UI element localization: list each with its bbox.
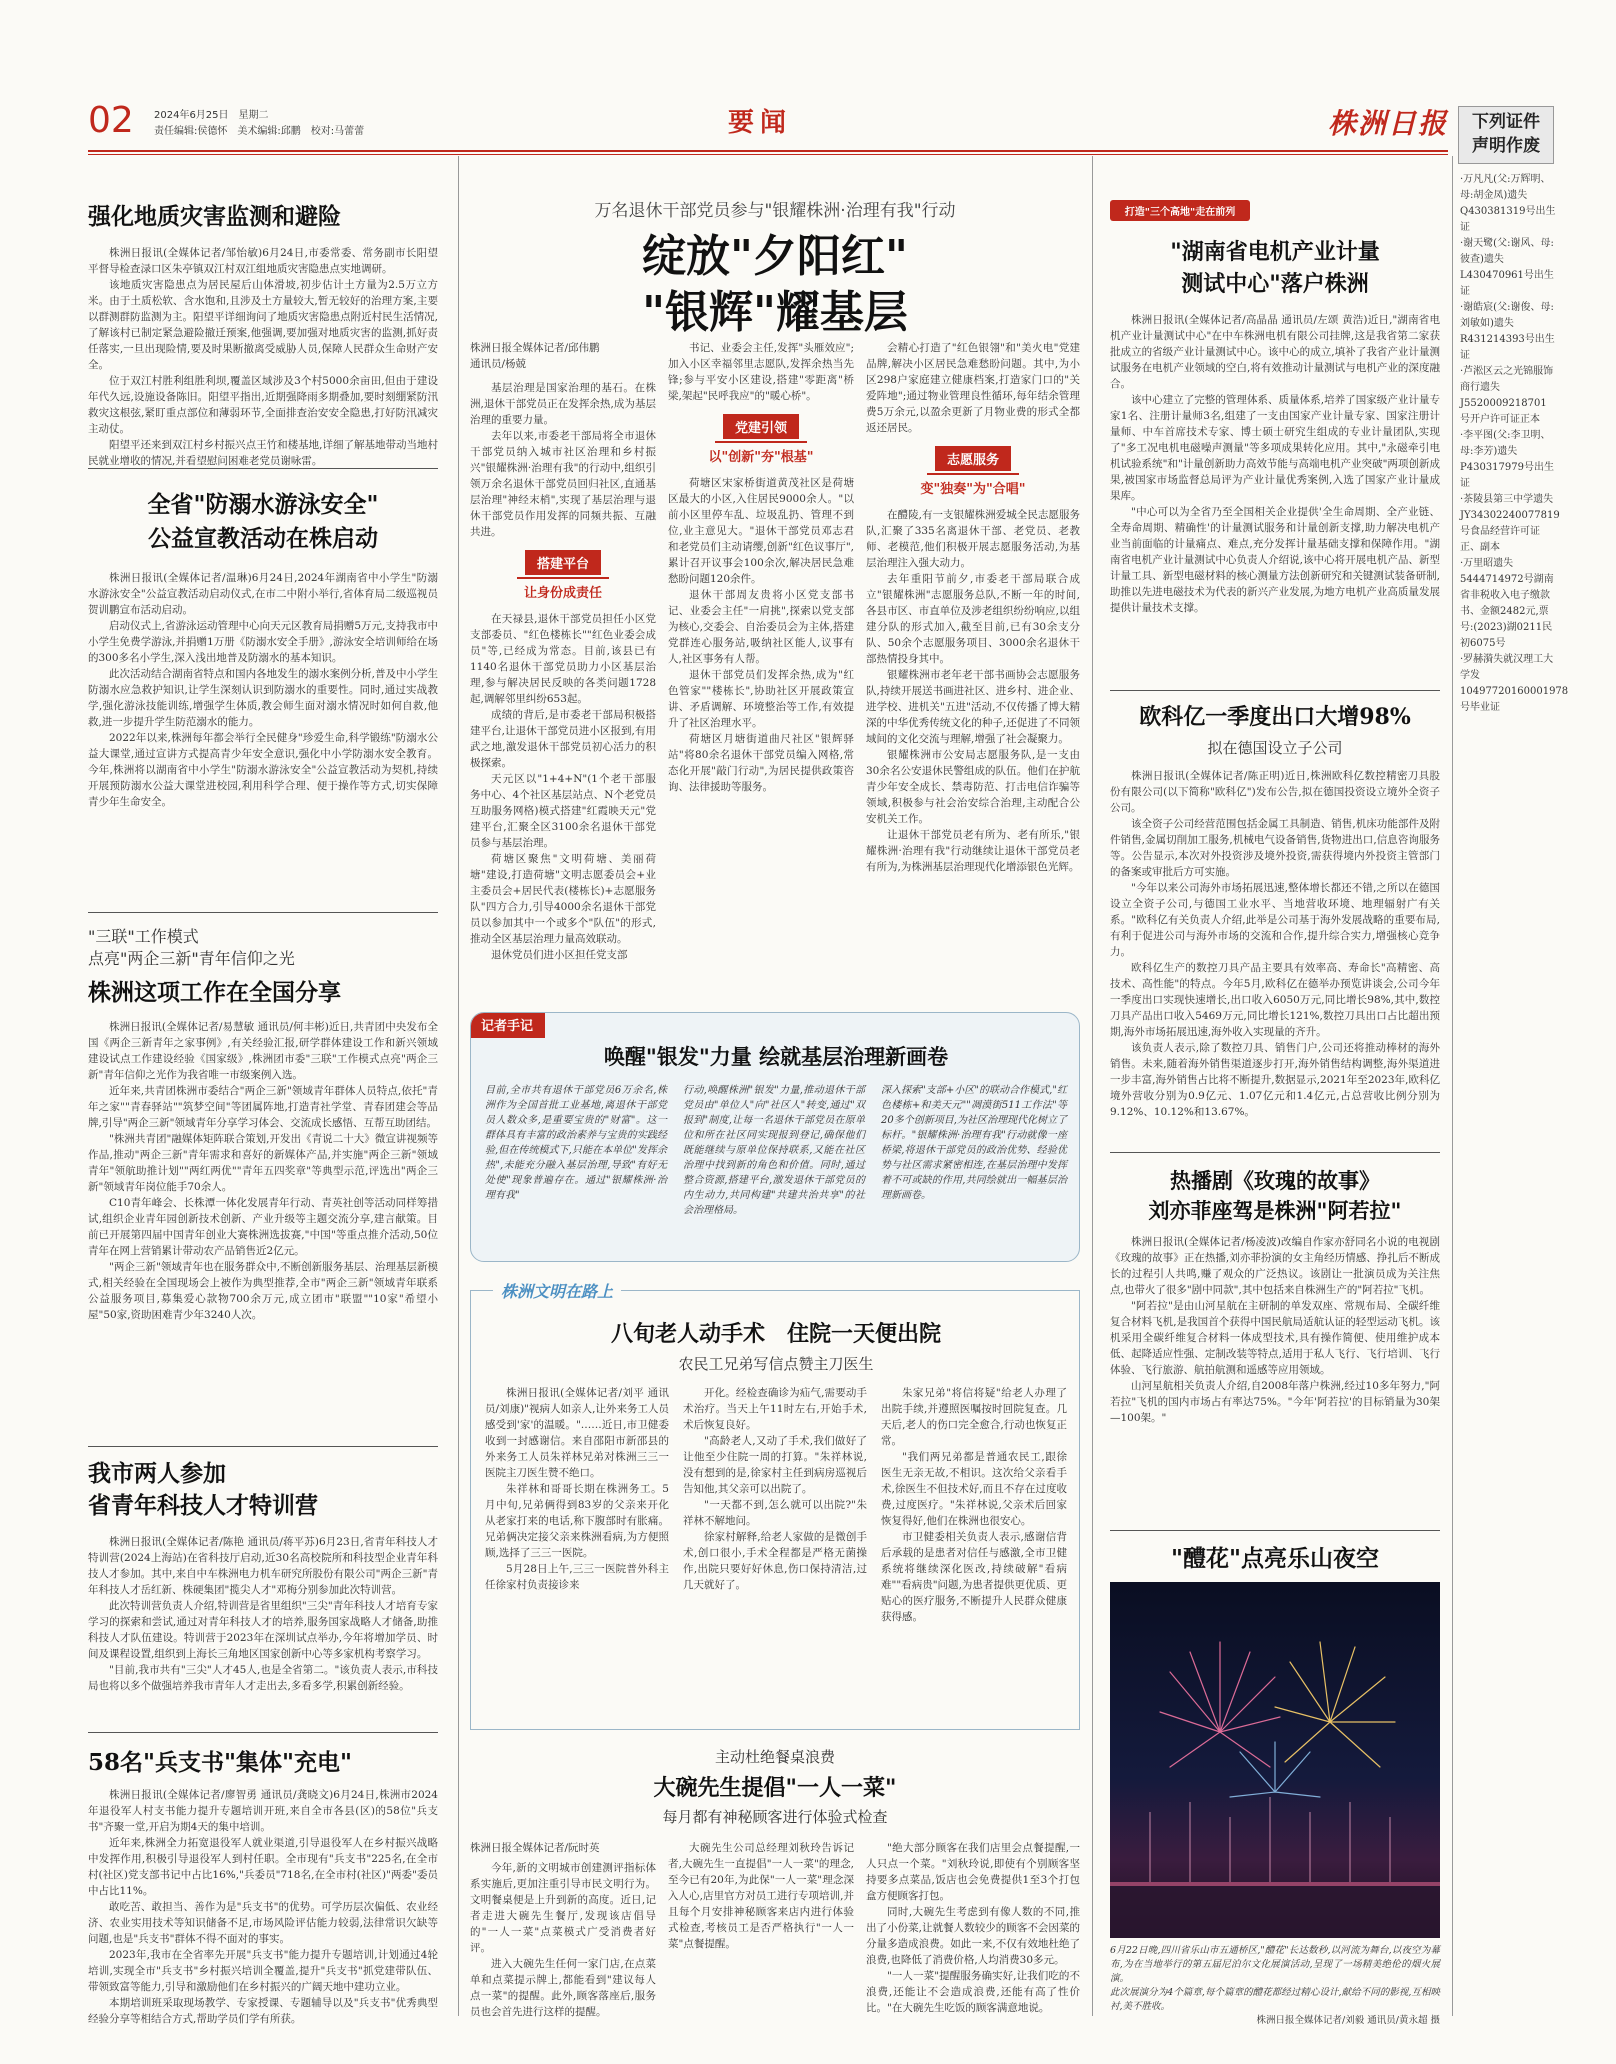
divider (1110, 1530, 1440, 1531)
article-body: 株洲日报讯(全媒体记者/陈正明)近日,株洲欧科亿数控精密刀具股份有限公司(以下简称"欧科亿")发布公告,拟在德国投资设立境外全资子公司。 该全资子公司经营范围包括金属工具制造、销售,机床功能部件及附件销售,金属切削加工服务,机械电气设备销售,货物进出口,信息咨询服务等。公告显示,本次对外投资涉及境外投资,需获得境内外投资主管部门的备案或审批后方可实施。 "今年以来公司海外市场拓展迅速,整体增长都还不错,之所以在德国设立全资子公司,与德国工业水平、当地营收环境、地理辐射广有关系。"欧科亿有关负责人介绍,此举是公司基于海外发展战略的重要布局,有利于促进公司与海外市场的交流和合作,提升综合实力,增强核心竞争力。 欧科亿生产的数控刀具产品主要具有效率高、寿命长"高精密、高技术、高性能"的特点。今年5月,欧科亿在德举办预览讲谈会,公司今年一季度出口实现快速增长,出口收入6050万元,同比增长98%,其中,数控刀具产品出口收入5469万元,同比增长121%,数控刀具出口占比超出预期,海外市场拓展迅速,海外收入实现量的齐升。 该负责人表示,除了数控刀具、销售门户,公司还将推动棒材的海外销售。未来,随着海外销售渠道逐步打开,海外销售结构调整,海外渠道进一步丰富,海外销售占比将不断提升,数据显示,2021年至2023年,欧科亿境外营收分别为0.9亿元、1.07亿元和1.4亿元,占总营收比例分别为9.12%、10.12%和13.67%。 (1110, 770, 1440, 1118)
article-body: 株洲日报讯(全媒体记者/易慧敏 通讯员/何丰彬)近日,共青团中央发布全国《两企三新青年之家事例》,有关经验汇报,研学群体建设工作和新兴领域建设试点工作建设经验《国家级》,株洲团市委"三联"工作模式点亮"两企三新"青年信仰之光作为我省唯一市级案例入选。 近年来,共青团株洲市委结合"两企三新"领域青年群体人员特点,依托"青年之家""青春驿站""筑梦空间"等团属阵地,打造青社学堂、青春团建会等品牌,引导"两企三新"领域青年分享学习体会、交流成长感悟、互帮互助团结。 "株洲共青团"融媒体矩阵联合策划,开发出《青说二十大》微宣讲视频等作品,推动"两企三新"青年需求和喜好的新媒体产品,并实施"两企三新"领域青年"领航助推计划""两红两优""青年五四奖章"等典型示范,评选出"两企三新"领域青年岗位能手70余人。 C10青年峰会、长株潭一体化发展青年行动、青英社创等活动同样筹措试,组织企业青年园创新技术创新、产业升级等主题交流分享,建言献策。目前已开展第四届中国青年创业大赛株洲选拔赛,"中国"等重点推介活动,50位青年在网上营销累计带动农产品销售近2亿元。 "两企三新"领域青年也在服务群众中,不断创新服务基层、治理基层新模式,相关经验在全国现场会上被作为典型推荐,全市"两企三新"领域青年联系公益服务项目,募集爱心款物700余万元,成立团市"联盟""10家"希望小屋"50家,资助困难青少年3240人次。 (88, 1021, 438, 1321)
article-okoy-export (1110, 700, 1440, 1120)
subtitle: 农民工兄弟写信点赞主刀医生 (678, 1355, 874, 1373)
editor-credits: 责任编辑:侯德怀 美术编辑:邱鹏 校对:马蕾蕾 (154, 126, 365, 137)
subtitle: 拟在德国设立子公司 (1207, 739, 1343, 757)
article-body: 株洲日报讯(全媒体记者/陈艳 通讯员/蒋平苏)6月23日,省青年科技人才特训营(2024上海站)在省科技厅启动,近30名高校院所和科技型企业青年科技人才参加。其中,来自中车株洲电力机车研究所股份有限公司"两企三新"青年科技人才岳红新、株硬集团"揽尖人才"邓梅分别参加此次特训营。 此次特训营负责人介绍,特训营是省里组织"三尖"青年科技人才培育专家学习的探索和尝试,通过对青年科技人才的培养,服务国家战略人才储备,助推科技人才队伍建设。特训营于2023年在深圳试点举办,今年将增加学员、时间及课程设置,组织到上海长三角地区国家创新中心等多家机构考察学习。 "目前,我市共有"三尖"人才45人,也是全省第二。"该负责人表示,市科技局也将以多个做强培养我市青年人才走出去,多看多学,积累创新经验。 (88, 1536, 438, 1692)
article-swim-safety (88, 488, 438, 810)
fireworks-image (1110, 1582, 1440, 1938)
article-veteran-secretaries (88, 1744, 438, 2027)
headline: "湖南省电机产业计量 测试中心"落户株洲 (1170, 239, 1380, 297)
headline: 株洲这项工作在全国分享 (88, 979, 341, 1006)
notes-col-3: 深入探索"支部+小区"的联动合作模式,"红色楼栋+和美天元""凋漠街511工作法"等20多个创新项目,为社区治理现代化树立了标杆。"银耀株洲·治理有我"行动就像一座桥梁,将退休干部党员的政治优势、经验优势与社区需求紧密相连,在基层治理中发挥着不可或缺的作用,共同绘就出一幅基层治理新画卷。 (881, 1085, 1067, 1201)
fireworks-photo (1110, 1582, 1440, 1938)
civility-badge: 株洲文明在路上 (493, 1279, 621, 1302)
bowl-col-2: 大碗先生公司总经理刘秋玲告诉记者,大碗先生一直提倡"一人一菜"的理念,至今已有20年,为此保"一人一菜"理念深入人心,店里官方对员工进行专项培训,并且每个月安排神秘顾客来店内进行体验式检查,考核员工是否严格执行"一人一菜"点餐提醒。 (668, 1842, 854, 1950)
notes-col-1: 目前,全市共有退休干部党员6万余名,株洲作为全国首批工业基地,离退休干部党员人数众多,是重要宝贵的"财富"。这一群体具有丰富的政治素养与宝贵的实践经验,但在传统模式下,只能在本单位"发挥余热",未能充分融入基层治理,导致"有好无处使"现象普遍存在。通过"银耀株洲·治理有我" (485, 1085, 667, 1201)
section-name: 要闻 (728, 108, 793, 138)
headline: 欧科亿一季度出口大增98% (1139, 704, 1411, 730)
lead-column-3: 会精心打造了"红色银翎"和"美火电"党建品牌,解决小区居民急难愁盼问题。其中,为小区298户家庭建立健康档案,打造家门口的"关爱阵地";通过物业管理良性循环,每年结余管理费5万余元,以盈余更新了月物业费的形式全都返还居民。 志愿服务 变"独奏"为"合唱" 在醴陵,有一支银耀株洲爱城全民志愿服务队,汇聚了335名离退休干部、老党员、老教师、老模范,他们积极开展志愿服务活动,为基层治理注入强大动力。 去年重阳节前夕,市委老干部局联合成立"银耀株洲"志愿服务总队,不断一年的时间,各县市区、市直单位及涉老组织纷纷响应,以组建分队的形式加入,截至目前,已有30余支分队、50余个志愿服务项目、3000余名退休干部热情投身其中。 银耀株洲市老年老干部书画协会志愿服务队,持续开展送书画进社区、进乡村、进企业、进学校、进机关"五进"活动,不仅传播了博大精深的中华优秀传统文化的种子,还促进了不同领域间的文化交流与理解,增强了社会凝聚力。 银耀株洲市公安局志愿服务队,是一支由30余名公安退休民警组成的队伍。他们在护航青少年安全成长、禁毒防范、打击电信诈骗等领域,积极参与社会治安综合治理,主动配合公安机关工作。 让退休干部党员老有所为、老有所乐,"银耀株洲·治理有我"行动继续让退休干部党员老有所为,为株洲基层治理现代化增添银色光辉。 (866, 342, 1080, 873)
divider (88, 912, 438, 913)
divider (88, 468, 438, 469)
headline: "醴花"点亮乐山夜空 (1171, 1545, 1379, 1572)
col-divider-notices (1452, 156, 1453, 2016)
subhead-tag: 志愿服务 变"独奏"为"合唱" (866, 446, 1080, 497)
headline: 强化地质灾害监测和避险 (88, 203, 341, 230)
article-body: 株洲日报讯(全媒体记者/温琳)6月24日,2024年湖南省中小学生"防溺水游泳安全"公益宣教活动启动仪式,在市二中附小举行,省体育局二级巡视员贺训鹏宣布活动启动。 启动仪式上,省游泳运动管理中心向天元区教育局捐赠5万元,支持我市中小学生免费学游泳,并捐赠1万册《防溺水安全手册》,游泳安全培训师给在场的300多名小学生,深入浅出地普及防溺水的基本知识。 此次活动结合湖南省特点和国内各地发生的溺水案例分析,普及中小学生防溺水应急救护知识,让学生深刻认识到防溺水的重要性。同时,通过实战教学,强化游泳技能训练,增强学生体质,教会师生面对溺水情况时如何自救,他救,进一步提升学生防范溺水的能力。 2022年以来,株洲每年都会举行全民健身"珍爱生命,科学锻练"防溺水公益大课堂,通过宣讲方式提高青少年安全意识,强化中小学防溺水安全教育。今年,株洲将以湖南省中小学生"防溺水游泳安全"公益宣教活动为契机,持续开展预防溺水公益大课堂进校园,利用科学合理、便于操作等方式,切实保障青少年生命安全。 (88, 572, 438, 808)
headline: 热播剧《玫瑰的故事》 刘亦菲座驾是株洲"阿若拉" (1148, 1168, 1402, 1223)
headline: 大碗先生提倡"一人一菜" (653, 1775, 897, 1801)
lead-column-1: 株洲日报全媒体记者/邱伟鹏 通讯员/杨兢 基层治理是国家治理的基石。在株洲,退休干部党员正在发挥余热,成为基层治理的重要力量。 去年以来,市委老干部局将全市退休干部党员纳入城市社区治理和乡村振兴"银耀株洲·治理有我"的行动中,组织引领万余名退休干部党员回归社区,直通基层治理"神经末梢",实现了基层治理与退休干部党员作用发挥的同频共振、互融共进。 搭建平台 让身份成责任 在天禄县,退休干部党员担任小区党支部委员、"红色楼栋长""红色业委会成员"等,已经成为常态。目前,该县已有1140名退休干部党员助力小区基层治理,参与解决居民反映的各类问题1728起,调解邻里纠纷653起。 成绩的背后,是市委老干部局积极搭建平台,让退休干部党员进小区报到,有用武之地,激发退休干部党员初心活力的积极探索。 天元区以"1+4+N"(1个老干部服务中心、4个社区基层站点、N个老党员互助服务网格)模式搭建"红霞映天元"党建平台,汇聚全区3100余名退休干部党员参与基层治理。 荷塘区聚焦"文明荷塘、美丽荷塘"建设,打造荷塘"文明志愿委员会+业主委员会+居民代表(楼栋长)+志愿服务队"四方合力,引导4000余名退休干部党员以参加其中一个或多个"队伍"的形式,推动全区基层治理力量高效联动。 退休党员们进小区担任党支部 (470, 342, 656, 961)
article-fireworks (1110, 1540, 1440, 1573)
notes-tag: 记者手记 (470, 1012, 545, 1038)
fireworks-caption: 6月22日晚,四川省乐山市五通桥区,"醴花"长达数秒,以河流为舞台,以夜空为幕布,为在当地举行的第五届尼泊尔文化展演活动,呈现了一场精美绝伦的烟火展演。 此次展演分为4个篇章,每个篇章的醴花都经过精心设计,献给不同的影视,互相映衬,美不胜收。 株洲日报全媒体记者/刘毅 通讯员/黄永超 摄 (1110, 1945, 1440, 2026)
bowl-col-3: "绝大部分顾客在我们店里会点餐提醒,一人只点一个菜。"刘秋玲说,即使有个别顾客坚持要多点菜品,饭店也会免费提供1至3个打包盒方便顾客打包。 同时,大碗先生考虑到有像人数的不同,推出了小份菜,让就餐人数较少的顾客不会因菜的分量多造成浪费。如此一来,不仅有效地杜绝了浪费,也降低了消费价格,人均消费30多元。 "一人一菜"提醒服务确实好,让我们吃的不浪费,还能让不会造成浪费,还能有高了性价比。"在大碗先生吃饭的顾客满意地说。 (866, 1842, 1080, 2014)
page-number: 02 (88, 100, 134, 141)
article-tv-drama (1110, 1166, 1440, 1426)
article-body: 株洲日报讯(全媒体记者/邹怡敏)6月24日,市委常委、常务副市长阳望平督导检查渌口区朱亭镇双江村双江组地质灾害隐患点实地调研。 该地质灾害隐患点为居民屋后山体滑坡,初步估计土方量为2.5万立方米。由于土质松软、含水饱和,且涉及土方量较大,暂无较好的治理方案,主要以群测群防监测为主。阳望平详细询问了地质灾害隐患点附近村民生活情况,了解该村已制定紧急避险撤迁预案,他强调,要加强对地质灾害的监测,抓好责任落实,一旦出现险情,要及时果断撤离受威胁人员,保障人民群众生命财产安全。 位于双江村胜利组胜利坝,覆盖区域涉及3个村5000余亩田,但由于建设年代久远,设施设备陈旧。阳望平指出,近期强降雨多期叠加,要时刻绷紧防汛救灾这根弦,紧盯重点部位和薄弱环节,全面排查治安安全隐患,打好防汛减灾主动仗。 阳望平还来到双江村乡村振兴点王竹和楼基地,详细了解基地带动当地村民就业增收的情况,并看望慰问困难老党员谢咏雷。 (88, 247, 438, 467)
col-divider-right (1092, 156, 1093, 2016)
lead-title-2: "银辉"耀基层 (642, 287, 908, 338)
badge-three-highlands: 打造"三个高地"走在前列 (1110, 200, 1250, 221)
lead-story (470, 196, 1080, 341)
headline: 我市两人参加 省青年科技人才特训营 (88, 1460, 318, 1519)
col-divider-left (458, 156, 459, 2016)
article-tech-camp (88, 1458, 438, 1694)
headline: 八旬老人动手术 住院一天便出院 (610, 1321, 941, 1347)
bowl-story (470, 1746, 1080, 1827)
header-rule (88, 150, 1448, 152)
header-rule-thin (88, 154, 1448, 155)
lead-kicker: 万名退休干部党员参与"银耀株洲·治理有我"行动 (594, 201, 956, 221)
subtitle: 每月都有神秘顾客进行体验式检查 (662, 1808, 888, 1826)
notes-title: 唤醒"银发"力量 绘就基层治理新画卷 (603, 1044, 949, 1069)
issue-date: 2024年6月25日 星期二 (154, 110, 269, 121)
article-motor-center (1110, 236, 1440, 616)
divider (1110, 1152, 1440, 1153)
article-body: 株洲日报讯(全媒体记者/廖智勇 通讯员/龚晓文)6月24日,株洲市2024年退役军人村支书能力提升专题培训开班,来自全市各县(区)的58位"兵支书"齐聚一堂,开启为期4天的集中培训。 近年来,株洲全力拓宽退役军人就业渠道,引导退役军人在乡村振兴战略中发挥作用,积极引导退役军人到村任职。全市现有"兵支书"225名,在全市村(社区)党支部书记中占比16%,"兵委员"718名,在全市村(社区)"两委"委员中占比11%。 敢吃苦、敢担当、善作为是"兵支书"的优势。可学历层次偏低、农业经济、农业实用技术等知识储备不足,市场风险评估能力较弱,法律常识欠缺等问题,也是"兵支书"群体不得不面对的事实。 2023年,我市在全省率先开展"兵支书"能力提升专题培训,计划通过4轮培训,实现全市"兵支书"乡村振兴培训全覆盖,提升"兵支书"抓党建带队伍、带领致富等能力,引导和激励他们在乡村振兴的广阔天地中建功立业。 本期培训班采取现场教学、专家授课、专题辅导以及"兵支书"优秀典型经验分享等相结合方式,帮助学员们学有所获。 (88, 1789, 438, 2025)
headline: 58名"兵支书"集体"充电" (88, 1749, 352, 1776)
subhead-tag: 党建引领 以"创新"夯"根基" (668, 414, 854, 465)
page-header (88, 100, 1448, 148)
reporter-notes (470, 1012, 1080, 1262)
article-body: 株洲日报讯(全媒体记者/杨凌波)改编自作家亦舒同名小说的电视剧《玫瑰的故事》正在热播,刘亦菲扮演的女主角经历情感、挣扎后不断成长的过程引人共鸣,赚了观众的广泛热议。该剧让一批演员成为关注焦点,也带火了很多"剧中同款",其中包括来自株洲生产的"阿若拉"飞机。 "阿若拉"是由山河星航在主研制的单发双座、常规布局、全碳纤维复合材料飞机,是我国首个获得中国民航局适航认证的轻型运动飞机。该机采用全碳纤维复合材料一体成型技术,具有操作简便、使用维护成本低、起降适应性强、定制改装等特点,适用于私人飞行、飞行培训、飞行体验、飞行旅游、航拍航测和遥感等应用领域。 山河星航相关负责人介绍,自2008年落户株洲,经过10多年努力,"阿若拉"飞机的国内市场占有率达75%。"今年'阿若拉'的目标销量为30架—100架。" (1110, 1236, 1440, 1424)
notice-list: ·万凡凡(父:万辉明、母:胡金凤)遗失Q430381319号出生证 ·谢天鹭(父:谢风、母:彼查)遗失L430470961号出生证 ·谢皓宸(父:谢俊、母:刘敏如)遗失R431214393号出生证 ·芦淞区云之光锦服饰商行遗失J5520009218701号开户许可证正本 ·李平图(父:李卫明、母:李芳)遗失P430317979号出生证 ·茶陵县第三中学遗失JY34302240077819号食品经营许可证正、副本 ·万里昭遗失5444714972号湖南省非税收入电子缴款书、金额2482元,票号:(2023)湖0211民初6075号 ·罗赫漪失就汉理工大学发10497720160001978号毕业证 (1460, 174, 1569, 713)
subhead-tag: 搭建平台 让身份成责任 (470, 550, 656, 601)
lead-title-1: 绽放"夕阳红" (642, 231, 908, 282)
divider (88, 1446, 438, 1447)
civility-story: 株洲文明在路上 八旬老人动手术 住院一天便出院 农民工兄弟写信点赞主刀医生 株洲日报讯(全媒体记者/刘平 通讯员/刘康)"视病人如亲人,让外来务工人员感受到'家'的温暖。"……近日,市卫健委收到一封感谢信。来自邵阳市新邵县的外来务工人员朱祥林兄弟对株洲三三一医院主刀医生赞不绝口。 朱祥林和哥哥长期在株洲务工。5月中旬,兄弟俩得到83岁的父亲来开化从老家打来的电话,称下腹部时有胀痛。兄弟俩决定接父亲来株洲看病,为方便照顾,选择了三三一医院。 5月28日上午,三三一医院普外科主任徐家村负责接诊来 开化。经检查确诊为疝气,需要动手术治疗。当天上午11时左右,开始手术,术后恢复良好。 "高龄老人,又动了手术,我们做好了让他至少住院一周的打算。"朱祥林说,没有想到的是,徐家村主任到病房巡视后告知他,其父亲可以出院了。 "一天都不到,怎么就可以出院?"朱祥林不解地问。 徐家村解释,给老人家做的是微创手术,创口很小,手术全程都是严格无菌操作,出院只要好好休息,伤口保持清洁,过几天就好了。 朱家兄弟"将信将疑"给老人办理了出院手续,并遵照医嘱按时回院复查。几天后,老人的伤口完全愈合,行动也恢复正常。 "我们两兄弟都是普通农民工,跟徐医生无亲无故,不相识。这次给父亲看手术,徐医生不但技术好,而且不存在过度收费,过度医疗。"朱祥林说,父亲术后回家恢复得好,他们在株洲也很安心。 市卫健委相关负责人表示,感谢信背后承载的是患者对信任与感激,全市卫健系统将继续深化医改,持续破解"看病难""看病贵"问题,为患者提供更优质、更贴心的医疗服务,不断提升人民群众健康获得感。 (470, 1290, 1080, 1730)
article-youth-work (88, 926, 438, 1323)
divider (88, 1732, 438, 1733)
notes-col-2: 行动,唤醒株洲"银发"力量,推动退休干部党员由"单位人"向"社区人"转变,通过"双报到"制度,让每一名退休干部党员在原单位和所在社区同实现报到登记,确保他们既能继续与原单位保持联系,又能在社区治理中找到新的角色和价值。同时,通过整合资源,搭建平台,激发退休干部党员的内生动力,共同构建"共建共治共享"的社会治理格局。 (683, 1085, 865, 1216)
byline: 株洲日报全媒体记者/邱伟鹏 通讯员/杨兢 (470, 342, 600, 370)
headline: 全省"防溺水游泳安全" 公益宣教活动在株启动 (147, 491, 379, 552)
bowl-col-1: 株洲日报全媒体记者/阮时英 今年,新的文明城市创建测评指标体系实施后,更加注重引导市民文明行为。文明餐桌便是上升到新的高度。近日,记者走进大碗先生餐厅,发现该店倡导的"一人一菜"点菜模式广受消费者好评。 进入大碗先生任何一家门店,在点菜单和点菜提示牌上,都能看到"建议每人点一菜"的提醒。此外,顾客落座后,服务员也会首先进行这样的提醒。 (470, 1842, 656, 2018)
kicker: "三联"工作模式 点亮"两企三新"青年信仰之光 (88, 927, 295, 968)
article-body: 株洲日报讯(全媒体记者/高晶晶 通讯员/左颂 黄浩)近日,"湖南省电机产业计量测试中心"在中车株洲电机有限公司挂牌,这是我省第二家获批成立的省级产业计量测试中心。该中心的成立,填补了我省产业计量测试服务在电机产业领域的空白,将有效推动计量测试与电机产业的深度融合。 该中心建立了完整的管理体系、质量体系,培养了国家级产业计量专家1名、注册计量师3名,组建了一支由国家产业计量专家、国家注册计量师、中车首席技术专家、博士硕士研究生组成的专业计量团队,实现了"多工况电机电磁噪声测量"等多项成果转化应用。其中,"永磁牵引电机试验系统"和"计量创新助力高效节能与高端电机产业突破"两项创新成果,被国家市场监督总局评为产业计量优秀案例,入选了国家产业计量成果库。 "中心可以为全省乃至全国相关企业提供'全生命周期、全产业链、全寿命周期、精确性'的计量测试服务和计量创新支撑,助力解决电机产业当前面临的计量痛点、难点,充分发挥计量基础支撑和保障作用。"湖南省电机产业计量测试中心负责人介绍说,该中心将开展电机产品、新型计量工具、新型电磁材料的核心测量方法创新研究和关键测试装备研制,助推以先进电磁技术为代表的新兴产业发展,为地方电机产业高质量发展提供计量技术支撑。 (1110, 314, 1440, 614)
divider (1110, 690, 1440, 691)
article-geo-disaster (88, 198, 438, 469)
notice-title: 下列证件 声明作废 (1472, 112, 1540, 156)
masthead-logo: 株洲日报 (1328, 107, 1449, 140)
kicker: 主动杜绝餐桌浪费 (714, 1748, 835, 1766)
lead-column-2: 书记、业委会主任,发挥"头雁效应";加入小区幸福邻里志愿队,发挥余热当先锋;参与平安小区建设,搭建"零距离"桥梁,架起"民呼我应"的"暖心桥"。 党建引领 以"创新"夯"根基" 荷塘区宋家桥街道黄茂社区是荷塘区最大的小区,入住居民9000余人。"以前小区里停车乱、垃圾乱扔、管理不到位,业主意见大。"退休干部党员邓志君和老党员们主动请缨,创新"红色议事厅",累计召开议事会100余次,解决居民急难愁盼问题120余件。 退休干部周友贵将小区党支部书记、业委会主任"一肩挑",探索以党支部为核心,交委会、自治委员会为主体,搭建党群连心服务站,吸纳社区能人,议事有人,社区事务有人帮。 退休干部党员们发挥余热,成为"红色管家""楼栋长",协助社区开展政策宣讲、矛盾调解、环境整治等工作,有效提升了社区治理水平。 荷塘区月塘街道曲尺社区"银辉驿站"将80余名退休干部党员编入网格,常态化开展"敲门行动",为居民提供政策咨询、法律援助等服务。 (668, 342, 854, 793)
